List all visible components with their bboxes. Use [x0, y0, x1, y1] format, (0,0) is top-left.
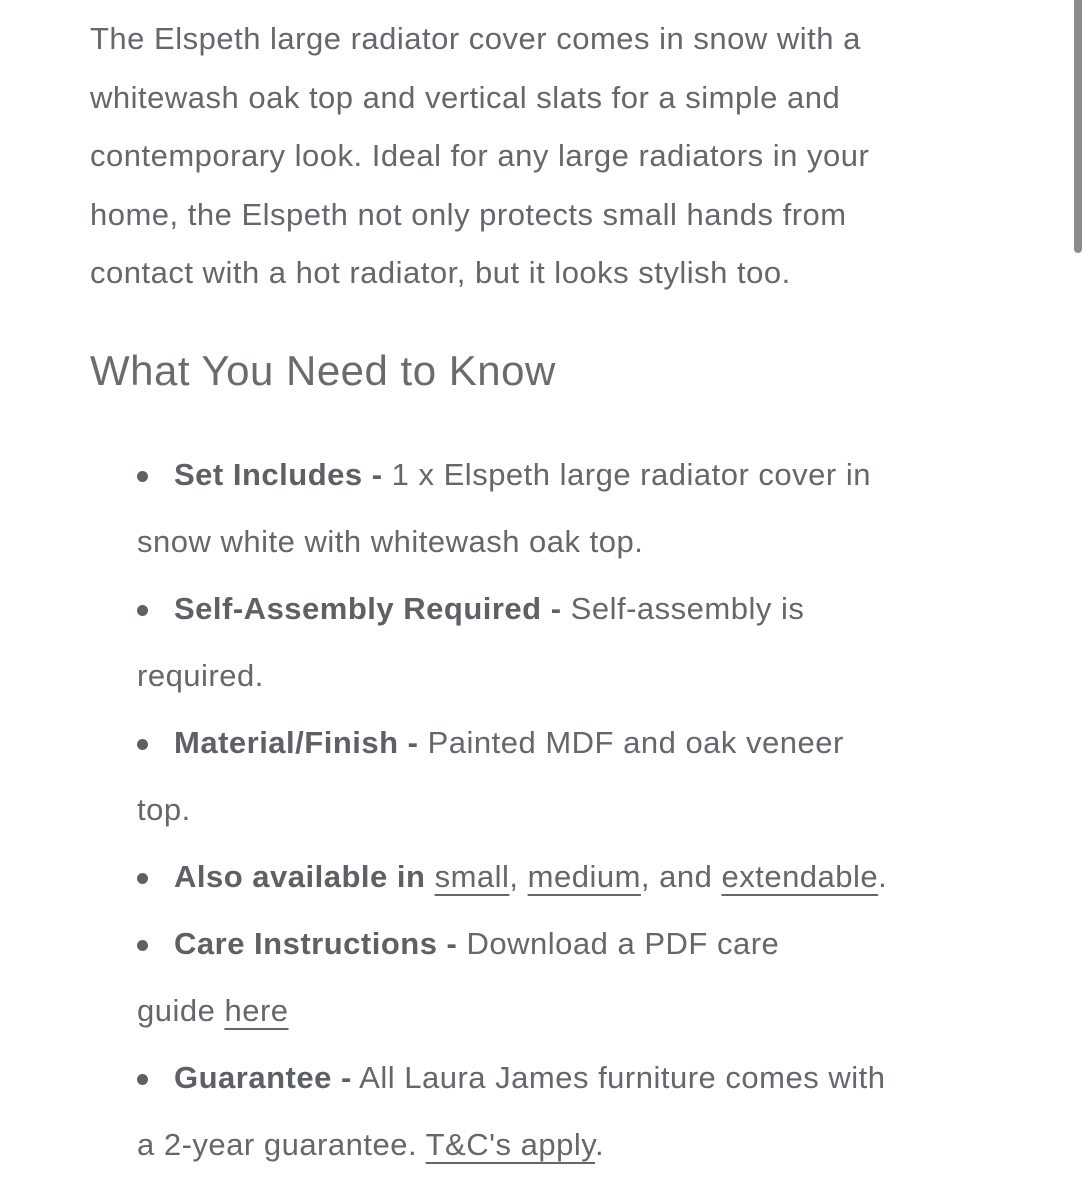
section-heading: What You Need to Know: [90, 346, 556, 394]
list-item: [137, 575, 995, 709]
info-list: [90, 441, 995, 1178]
list-item-line: [137, 709, 995, 776]
small-size-link[interactable]: small: [434, 858, 510, 894]
item-text: .: [594, 1126, 605, 1162]
list-item: [137, 843, 995, 910]
item-text: guide: [137, 992, 225, 1028]
bullet-icon: [137, 605, 148, 616]
item-label: Material/Finish -: [174, 724, 419, 760]
scrollbar-thumb[interactable]: [1074, 0, 1082, 253]
item-text: top.: [137, 791, 191, 827]
care-guide-link[interactable]: here: [224, 992, 289, 1028]
item-label: Also available in: [174, 858, 426, 894]
list-item-line: [137, 843, 995, 910]
item-label: Care Instructions -: [174, 925, 458, 961]
list-item: [137, 1044, 995, 1178]
list-item: [137, 709, 995, 843]
item-text: a 2-year guarantee.: [137, 1126, 426, 1162]
item-label: Guarantee -: [174, 1059, 352, 1095]
item-text: .: [878, 858, 888, 894]
list-item-line: [137, 977, 995, 1044]
intro-line: The Elspeth large radiator cover comes in snow with a: [90, 21, 861, 56]
list-item-line: [137, 910, 995, 977]
item-text: snow white with whitewash oak top.: [137, 523, 644, 559]
intro-line: contact with a hot radiator, but it looks stylish too.: [90, 255, 791, 290]
item-text: Download a PDF care: [457, 925, 780, 961]
item-text: 1 x Elspeth large radiator cover in: [382, 456, 871, 492]
intro-paragraph: [90, 10, 995, 303]
list-item: [137, 910, 995, 1044]
item-text: Painted MDF and oak veneer: [418, 724, 844, 760]
list-item-line: [137, 776, 995, 843]
list-item-line: [137, 508, 995, 575]
extendable-size-link[interactable]: extendable: [721, 858, 879, 894]
item-label: Self-Assembly Required -: [174, 590, 562, 626]
intro-line: whitewash oak top and vertical slats for a simple and: [90, 79, 841, 115]
intro-line: home, the Elspeth not only protects small hands from: [90, 196, 847, 232]
terms-link[interactable]: T&C's apply: [425, 1126, 595, 1162]
intro-line: contemporary look. Ideal for any large radiators in your: [90, 138, 870, 173]
item-text: required.: [137, 657, 264, 693]
item-label: Set Includes -: [174, 456, 383, 492]
bullet-icon: [137, 471, 148, 482]
item-text: [425, 859, 434, 894]
item-text: Self-assembly is: [561, 590, 805, 626]
medium-size-link[interactable]: medium: [527, 858, 641, 894]
list-item-line: [137, 1111, 995, 1178]
list-item-line: [137, 575, 995, 642]
item-text: All Laura James furniture comes with: [351, 1059, 886, 1095]
bullet-icon: [137, 739, 148, 750]
item-text: ,: [509, 858, 528, 894]
list-item-line: [137, 441, 995, 508]
bullet-icon: [137, 873, 148, 884]
bullet-icon: [137, 940, 148, 951]
item-text: , and: [640, 858, 722, 894]
bullet-icon: [137, 1074, 148, 1085]
list-item-line: [137, 642, 995, 709]
list-item: [137, 441, 995, 575]
list-item-line: [137, 1044, 995, 1111]
